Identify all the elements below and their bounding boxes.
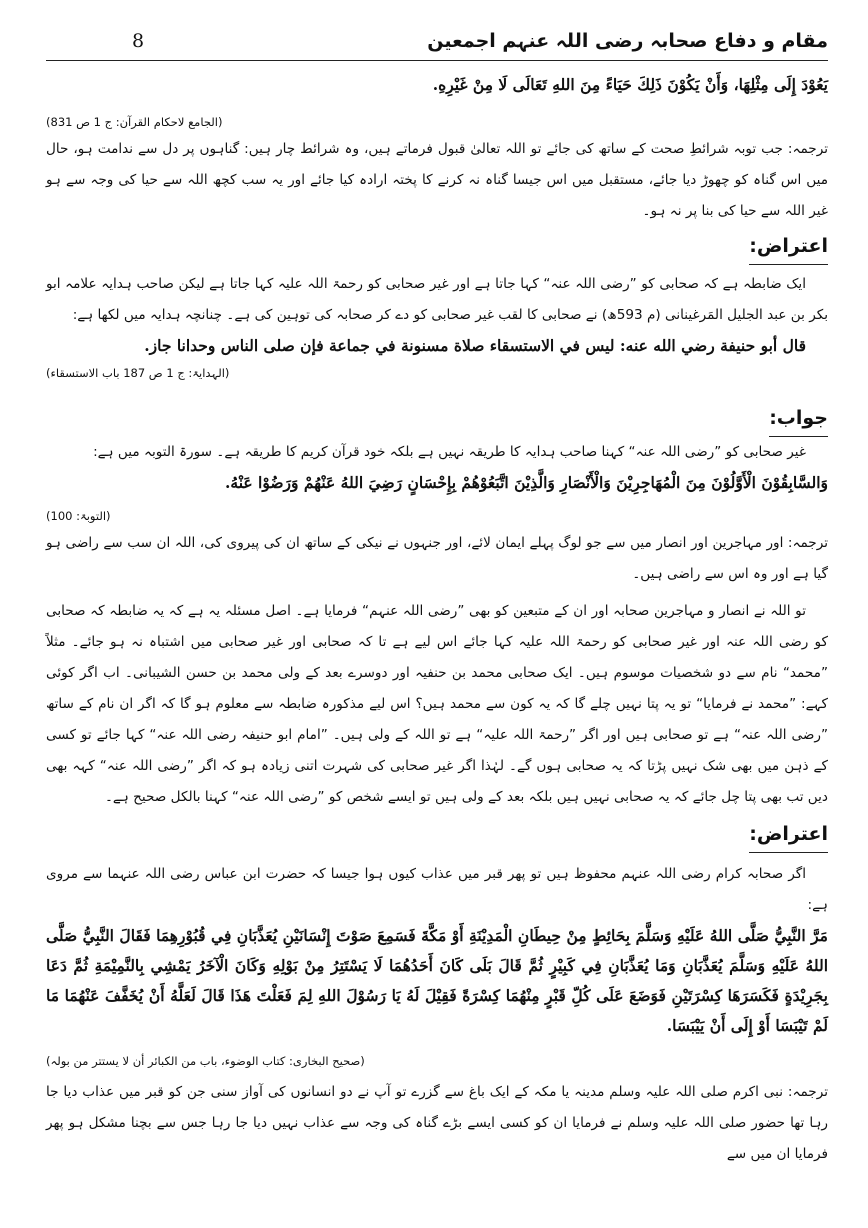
section-heading-objection bbox=[46, 817, 828, 853]
running-title: مقام و دفاع صحابہ رضی اللہ عنہم اجمعین bbox=[427, 30, 828, 52]
arabic-quote: يَعُوْدَ إِلَى مِثْلِهَا، وَأَنْ يَكُوْنَ ذَلِكَ حَيَاءً مِنَ اللهِ تَعَالَى لَا مِنْ غَيْرِهِ. bbox=[432, 75, 828, 94]
translation-paragraph: ترجمہ: اور مہاجرین اور انصار میں سے جو لوگ پہلے ایمان لائے، اور جنہوں نے نیکی کے ساتھ ان کی پیروی کی، اللہ ان سب سے راضی ہو گیا ہے اور وہ اس سے راضی ہیں۔ bbox=[46, 535, 828, 582]
reference: (الجامع لاحکام القرآن: ج 1 ص 831) bbox=[46, 115, 223, 129]
objection-paragraph: ایک ضابطہ ہے کہ صحابی کو ”رضی اللہ عنہ“ کہا جاتا ہے اور غیر صحابی کو رحمۃ اللہ علیہ کہا جاتا ہے لیکن صاحب ہدایہ علامہ ابو بکر بن عبد الجلیل المَرغینانی (م 593ھ) نے صحابی کا لقب غیر صحابی کو دے کر صحابہ کی توہین کی ہے۔ چنانچہ ہدایہ میں لکھا ہے: bbox=[46, 276, 828, 323]
arabic-hadith: مَرَّ النَّبِيُّ صَلَّى اللهُ عَلَيْهِ وَسَلَّمَ بِحَائِطٍ مِنْ حِيطَانِ الْمَدِيْنَةِ أَوْ مَكَّةَ فَسَمِعَ صَوْتَ إِنْسَانَيْنِ يُعَذَّبَانِ فِي قُبُوْرِهِمَا فَقَالَ النَّبِيُّ صَلَّى اللهُ عَلَيْهِ وَسَلَّمَ يُعَذَّبَانِ وَمَا يُعَذَّبَانِ فِي كَبِيْرٍ ثُمَّ قَالَ بَلَى كَانَ أَحَدُهُمَا لَا يَسْتَتِرُ مِنْ بَوْلِهِ وَكَانَ الْآخَرُ يَمْشِي بِالنَّمِيْمَةِ ثُمَّ دَعَا بِجَرِيْدَةٍ فَكَسَرَهَا كِسْرَتَيْنِ فَوَضَعَ عَلَى كُلِّ قَبْرٍ مِنْهُمَا كِسْرَةً فَقِيْلَ لَهُ يَا رَسُوْلَ اللهِ لِمَ فَعَلْتَ هَذَا قَالَ لَعَلَّهُ أَنْ يُخَفَّفَ عَنْهُمَا مَا لَمْ تَيْبَسَا أَوْ إِلَى أَنْ يَيْبَسَا. bbox=[46, 926, 828, 1035]
section-heading-answer bbox=[46, 401, 828, 437]
page-number: 8 bbox=[132, 30, 145, 52]
explanation-paragraph: تو اللہ نے انصار و مہاجرین صحابہ اور ان کے متبعین کو بھی ”رضی اللہ عنہم“ فرمایا ہے۔ اصل مسئلہ یہ ہے کہ یہ ضابطہ کہ صحابی کو رضی اللہ عنہ اور غیر صحابی کو رحمۃ اللہ علیہ کہا جائے اس لیے ہے تا کہ صحابی اور غیر صحابی میں اشتباہ نہ ہو جائے۔ مثلاً ”محمد“ نام سے دو شخصیات موسوم ہیں۔ ایک صحابی محمد بن حنفیہ اور دوسرے بعد کے ولی محمد بن حسن الشیبانی۔ اب اگر کوئی کہے: ”محمد نے فرمایا“ تو یہ پتا نہیں چلے گا کہ یہ کون سے محمد ہیں؟ اس لیے مذکورہ ضابطہ سے معلوم ہو گا کہ اگر ان نام کے ساتھ ”رضی اللہ عنہ“ ہے تو صحابی ہیں اور اگر ”رحمۃ اللہ علیہ“ ہے تو اللہ کے ولی ہیں۔ ”امام ابو حنیفہ رضی اللہ عنہ“ کہا جائے تو کسی کے ذہن میں بھی شک نہیں پڑتا کہ یہ صحابی ہوں گے۔ لہٰذا اگر غیر صحابی کی شہرت اتنی زیادہ ہو کہ اگر ”رضی اللہ عنہ“ کہہ بھی دیں تب بھی پتا چل جائے کہ یہ صحابی نہیں ہیں بلکہ بعد کے ولی ہیں تو ایسے شخص کو ”رضی اللہ عنہ“ کہنا بالکل صحیح ہے۔ bbox=[46, 603, 828, 805]
translation-paragraph: ترجمہ: نبی اکرم صلی اللہ علیہ وسلم مدینہ یا مکہ کے ایک باغ سے گزرے تو آپ نے دو انسانوں کی آواز سنی جن کو قبر میں عذاب دیا جا رہا تھا حضور صلی اللہ علیہ وسلم نے فرمایا ان کو کسی ایسے بڑے گناہ کی وجہ سے عذاب نہیں دیا جا رہا جس سے بچنا مشکل ہو پھر فرمایا ان میں سے bbox=[46, 1084, 828, 1162]
arabic-verse: وَالسَّابِقُوْنَ الْأَوَّلُوْنَ مِنَ الْمُهَاجِرِيْنَ وَالْأَنْصَارِ وَالَّذِيْنَ اتَّبَعُوْهُمْ بِإِحْسَانٍ رَضِيَ اللهُ عَنْهُمْ وَرَضُوْا عَنْهُ. bbox=[225, 473, 828, 492]
heading-text: اعتراض: bbox=[749, 817, 828, 853]
translation-paragraph: ترجمہ: جب توبہ شرائطِ صحت کے ساتھ کی جائے تو اللہ تعالیٰ قبول فرماتے ہیں، وہ شرائط چار ہیں: گناہوں پر دل سے ندامت ہو، حال میں اس گناہ کو چھوڑ دیا جائے، مستقبل میں اس جیسا گناہ نہ کرنے کا پختہ ارادہ کیا جائے اور یہ سب کچھ اللہ سے حیا کی وجہ سے ہو غیر اللہ سے حیا کی بنا پر نہ ہو۔ bbox=[46, 141, 828, 219]
answer-paragraph: غیر صحابی کو ”رضی اللہ عنہ“ کہنا صاحب ہدایہ کا طریقہ نہیں ہے بلکہ خود قرآن کریم کا طریقہ ہے۔ سورۃ التوبہ میں ہے: bbox=[93, 444, 806, 460]
section-heading-objection bbox=[46, 229, 828, 265]
objection-paragraph: اگر صحابہ کرام رضی اللہ عنہم محفوظ ہیں تو پھر قبر میں عذاب کیوں ہوا جیسا کہ حضرت ابن عباس رضی اللہ عنہما سے مروی ہے: bbox=[46, 866, 828, 913]
page-header bbox=[46, 26, 828, 61]
reference: (صحیح البخاری: کتاب الوضوء، باب من الکبائر أن لا یستتر من بولہ) bbox=[46, 1054, 365, 1068]
heading-text: جواب: bbox=[769, 401, 828, 437]
reference: (التوبۃ: 100) bbox=[46, 509, 111, 523]
arabic-quote: قال أبو حنيفة رضي الله عنه: ليس في الاستسقاء صلاة مسنونة في جماعة فإن صلى الناس وحدانا جاز. bbox=[144, 336, 806, 355]
page-content bbox=[46, 66, 828, 1170]
heading-text: اعتراض: bbox=[749, 229, 828, 265]
reference: (الہدایۃ: ج 1 ص 187 باب الاستسقاء) bbox=[46, 366, 230, 380]
